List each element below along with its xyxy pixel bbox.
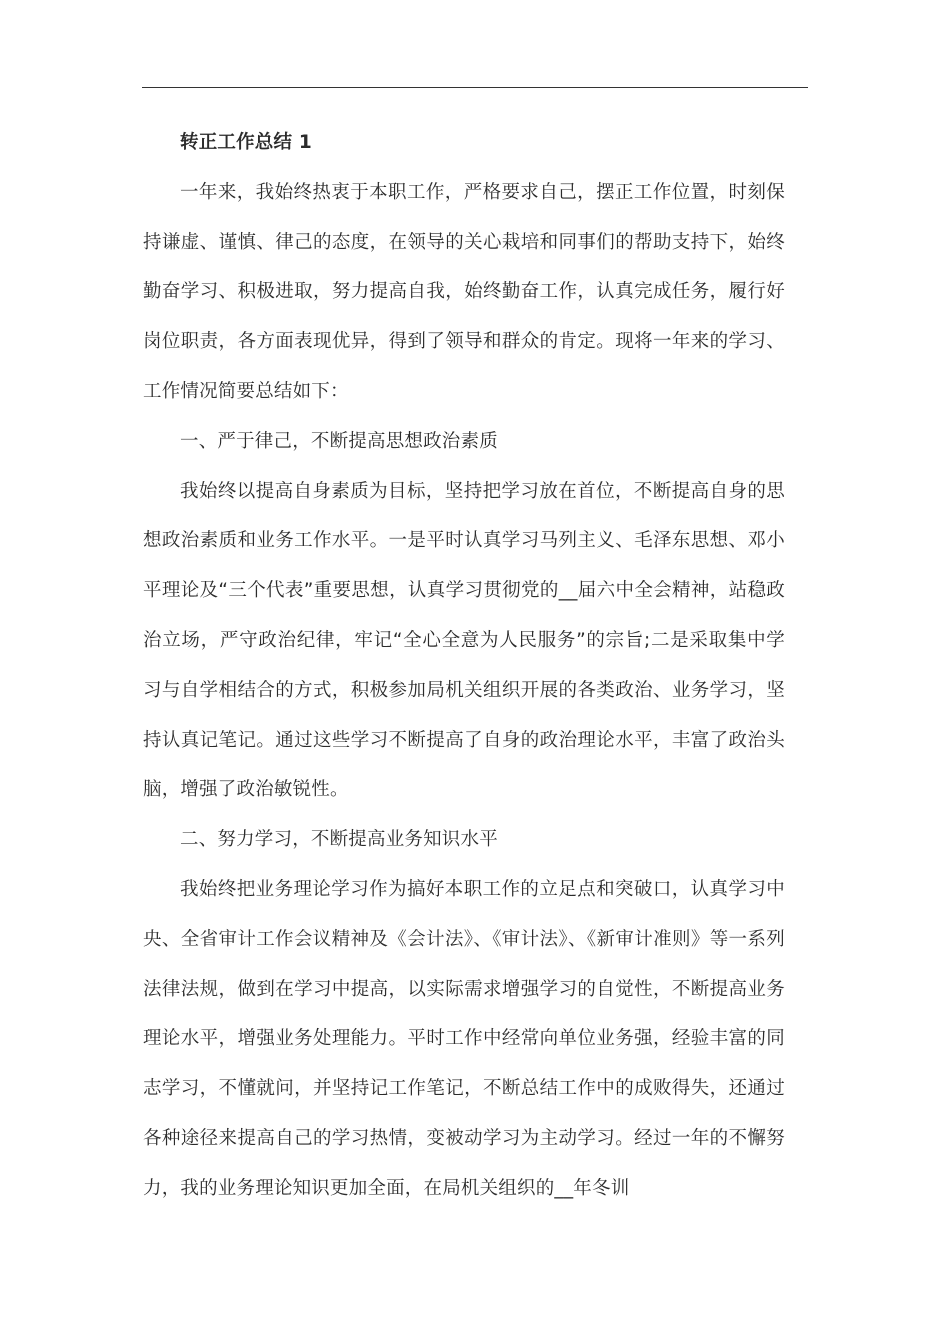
section-heading-1: 一、严于律己，不断提高思想政治素质 xyxy=(180,430,498,452)
header-rule xyxy=(142,87,808,88)
section-1-paragraph: 我始终以提高自身素质为目标，坚持把学习放在首位，不断提高自身的思想政治素质和业务工作水平。一是平时认真学习马列主义、毛泽东思想、邓小平理论及“三个代表”重要思想，认真学习贯彻党的__届六中全会精神，站稳政治立场，严守政治纪律，牢记“全心全意为人民服务”的宗旨;二是采取集中学习与自学相结合的方式，积极参加局机关组织开展的各类政治、业务学习，坚持认真记笔记。通过这些学习不断提高了自身的政治理论水平，丰富了政治头脑，增强了政治敏锐性。 xyxy=(143,480,785,801)
document-title: 转正工作总结 1 xyxy=(180,132,312,153)
document-body xyxy=(143,118,785,1214)
intro-paragraph: 一年来，我始终热衷于本职工作，严格要求自己，摆正工作位置，时刻保持谦虚、谨慎、律己的态度，在领导的关心栽培和同事们的帮助支持下，始终勤奋学习、积极进取，努力提高自我，始终勤奋工作，认真完成任务，履行好岗位职责，各方面表现优异，得到了领导和群众的肯定。现将一年来的学习、工作情况简要总结如下： xyxy=(143,181,785,402)
section-2-paragraph: 我始终把业务理论学习作为搞好本职工作的立足点和突破口，认真学习中央、全省审计工作会议精神及《会计法》、《审计法》、《新审计准则》等一系列法律法规，做到在学习中提高，以实际需求增强学习的自觉性，不断提高业务理论水平，增强业务处理能力。平时工作中经常向单位业务强，经验丰富的同志学习，不懂就问，并坚持记工作笔记，不断总结工作中的成败得失，还通过各种途径来提高自己的学习热情，变被动学习为主动学习。经过一年的不懈努力，我的业务理论知识更加全面，在局机关组织的__年冬训 xyxy=(143,878,785,1199)
section-heading-2: 二、努力学习，不断提高业务知识水平 xyxy=(180,829,498,851)
